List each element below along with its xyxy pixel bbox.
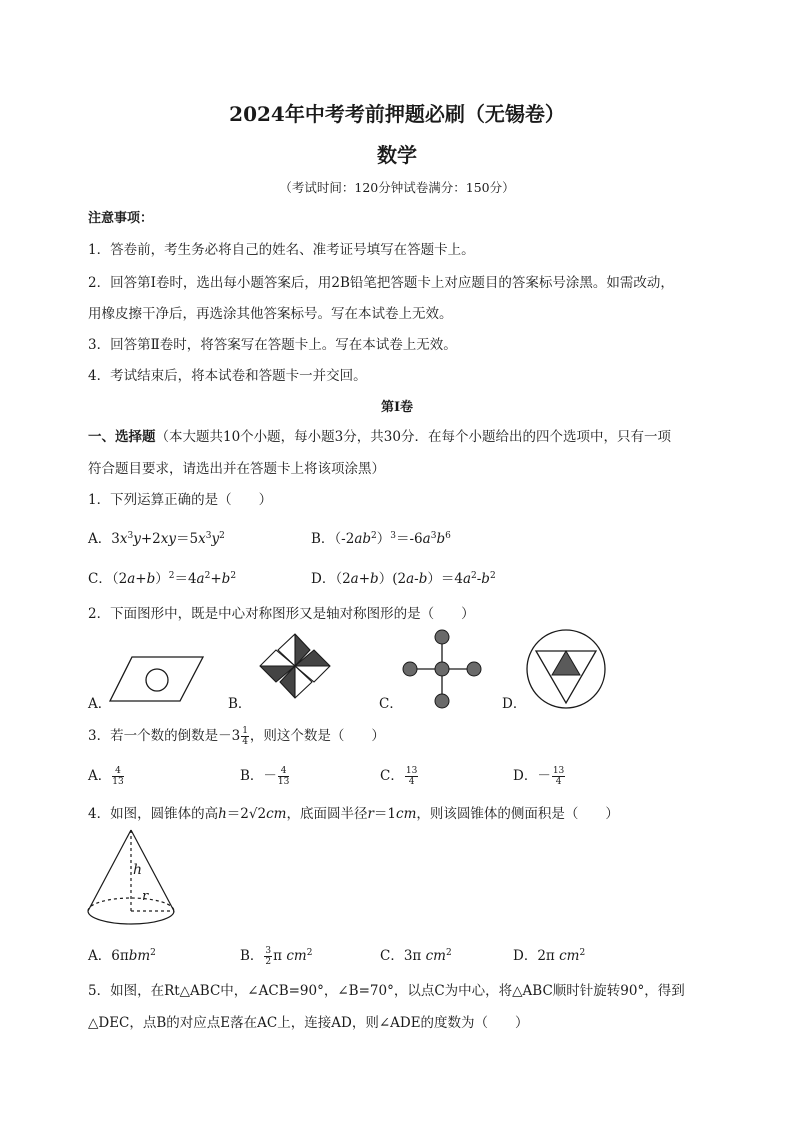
- q2-stem: 2．下面图形中，既是中心对称图形又是轴对称图形的是（ ）: [88, 606, 475, 622]
- section-intro: [88, 425, 671, 445]
- q3-stem: [88, 724, 385, 747]
- q2-b-label: B．: [228, 696, 252, 712]
- q3-option-d: D．－ $\frac{13}{4}$: [513, 766, 565, 787]
- q3-c-label: C．: [380, 768, 404, 784]
- q1-a-label: A．: [88, 531, 112, 547]
- q1-option-b: [311, 527, 451, 547]
- q1-c-expr: $(2a+b)^2=4a^2+b^2$: [111, 571, 237, 587]
- q2-a-label: A．: [88, 696, 112, 712]
- q3-option-a: A． $\frac{4}{13}$: [88, 766, 124, 787]
- q2-figure-a: [108, 654, 206, 704]
- cone-height-label: h: [133, 862, 143, 878]
- q3-option-b: B．－ $\frac{4}{13}$: [240, 766, 290, 787]
- note-item: 4．考试结束后，将本试卷和答题卡一并交回。: [88, 368, 367, 384]
- q1-option-c: [88, 567, 236, 587]
- q4-c-label: C．: [380, 948, 404, 964]
- q3-option-c: C． $\frac{13}{4}$: [380, 766, 418, 787]
- q4-option-d: D．2π $cm^2$: [513, 948, 586, 964]
- q1-option-a: [88, 527, 225, 547]
- q2-figure-d: [524, 627, 608, 711]
- q1-stem: 1．下列运算正确的是（ ）: [88, 492, 273, 508]
- section-text: （本大题共10个小题，每小题3分，共30分．在每个小题给出的四个选项中，只有一项: [155, 429, 671, 445]
- q4-option-b: B． $\frac{3}{2}$ π $cm^2$: [240, 946, 313, 967]
- page-title: 2024年中考考前押题必刷（无锡卷）: [229, 102, 565, 126]
- q1-option-d: [311, 567, 496, 587]
- q5-line-1: 5．如图，在Rt△ABC中，∠ACB=90°，∠B=70°，以点C为中心，将△ABC顺时针旋转90°，得到: [88, 983, 685, 999]
- q4-b-label: B．: [240, 948, 264, 964]
- subject-title: 数学: [377, 143, 417, 167]
- q4-option-a: A．6πbm$^2$: [88, 948, 156, 964]
- q3-stem-post: ，则这个数是（ ）: [249, 728, 385, 744]
- q3-a-label: A．: [88, 768, 112, 784]
- q1-a-expr: $3x^3y+2xy=5x^3y^2$: [111, 531, 225, 547]
- note-item: 1．答卷前，考生务必将自己的姓名、准考证号填写在答题卡上。: [88, 242, 475, 258]
- q1-b-label: B．: [311, 531, 335, 547]
- section-intro-cont: 符合题目要求，请选出并在答题卡上将该项涂黑）: [88, 461, 385, 477]
- q3-d-label: D．: [513, 768, 538, 784]
- q4-stem-pre: 4．如图，圆锥体的高: [88, 806, 219, 822]
- q1-d-label: D．: [311, 571, 336, 587]
- q1-c-label: C．: [88, 571, 112, 587]
- part-heading: 第Ⅰ卷: [380, 400, 414, 415]
- q5-line-2: △DEC，点B的对应点E落在AC上，连接AD，则∠ADE的度数为（ ）: [88, 1015, 529, 1031]
- exam-meta: （考试时间：120分钟试卷满分：150分）: [279, 180, 515, 195]
- q1-b-expr: $(-2ab^2)^3=-6a^3b^6$: [334, 531, 451, 547]
- q2-figure-c: [400, 627, 484, 711]
- cone-radius-label: r: [142, 889, 149, 904]
- q3-b-label: B．: [240, 768, 264, 784]
- note-item: 用橡皮擦干净后，再选涂其他答案标号。写在本试卷上无效。: [88, 306, 453, 322]
- q4-stem-post: ，则该圆锥体的侧面积是（ ）: [416, 806, 619, 822]
- q2-figure-b: [254, 630, 336, 702]
- q4-stem: 4．如图，圆锥体的高h＝2√2cm，底面圆半径r＝1cm，则该圆锥体的侧面积是（ ）: [88, 806, 619, 822]
- note-item: 3．回答第Ⅱ卷时，将答案写在答题卡上。写在本试卷上无效。: [88, 337, 457, 353]
- q3-value: －3 $\frac{1}{4}$: [218, 726, 248, 747]
- note-item: 2．回答第Ⅰ卷时，选出每小题答案后，用2B铅笔把答题卡上对应题目的答案标号涂黑。如需改动，: [88, 275, 674, 291]
- q2-c-label: C．: [379, 696, 403, 712]
- q2-d-label: D．: [502, 696, 527, 712]
- q4-stem-mid: ，底面圆半径: [286, 806, 368, 822]
- section-label: 一、选择题: [88, 429, 156, 445]
- q4-option-c: C．3π $cm^2$: [380, 948, 452, 964]
- notes-heading: 注意事项：: [88, 211, 154, 226]
- q3-stem-pre: 3．若一个数的倒数是: [88, 728, 219, 744]
- q4-a-label: A．: [88, 948, 112, 964]
- q1-d-expr: $(2a+b)(2a-b)=4a^2-b^2$: [335, 571, 496, 587]
- q4-d-label: D．: [513, 948, 538, 964]
- q4-cone-figure: [86, 826, 176, 930]
